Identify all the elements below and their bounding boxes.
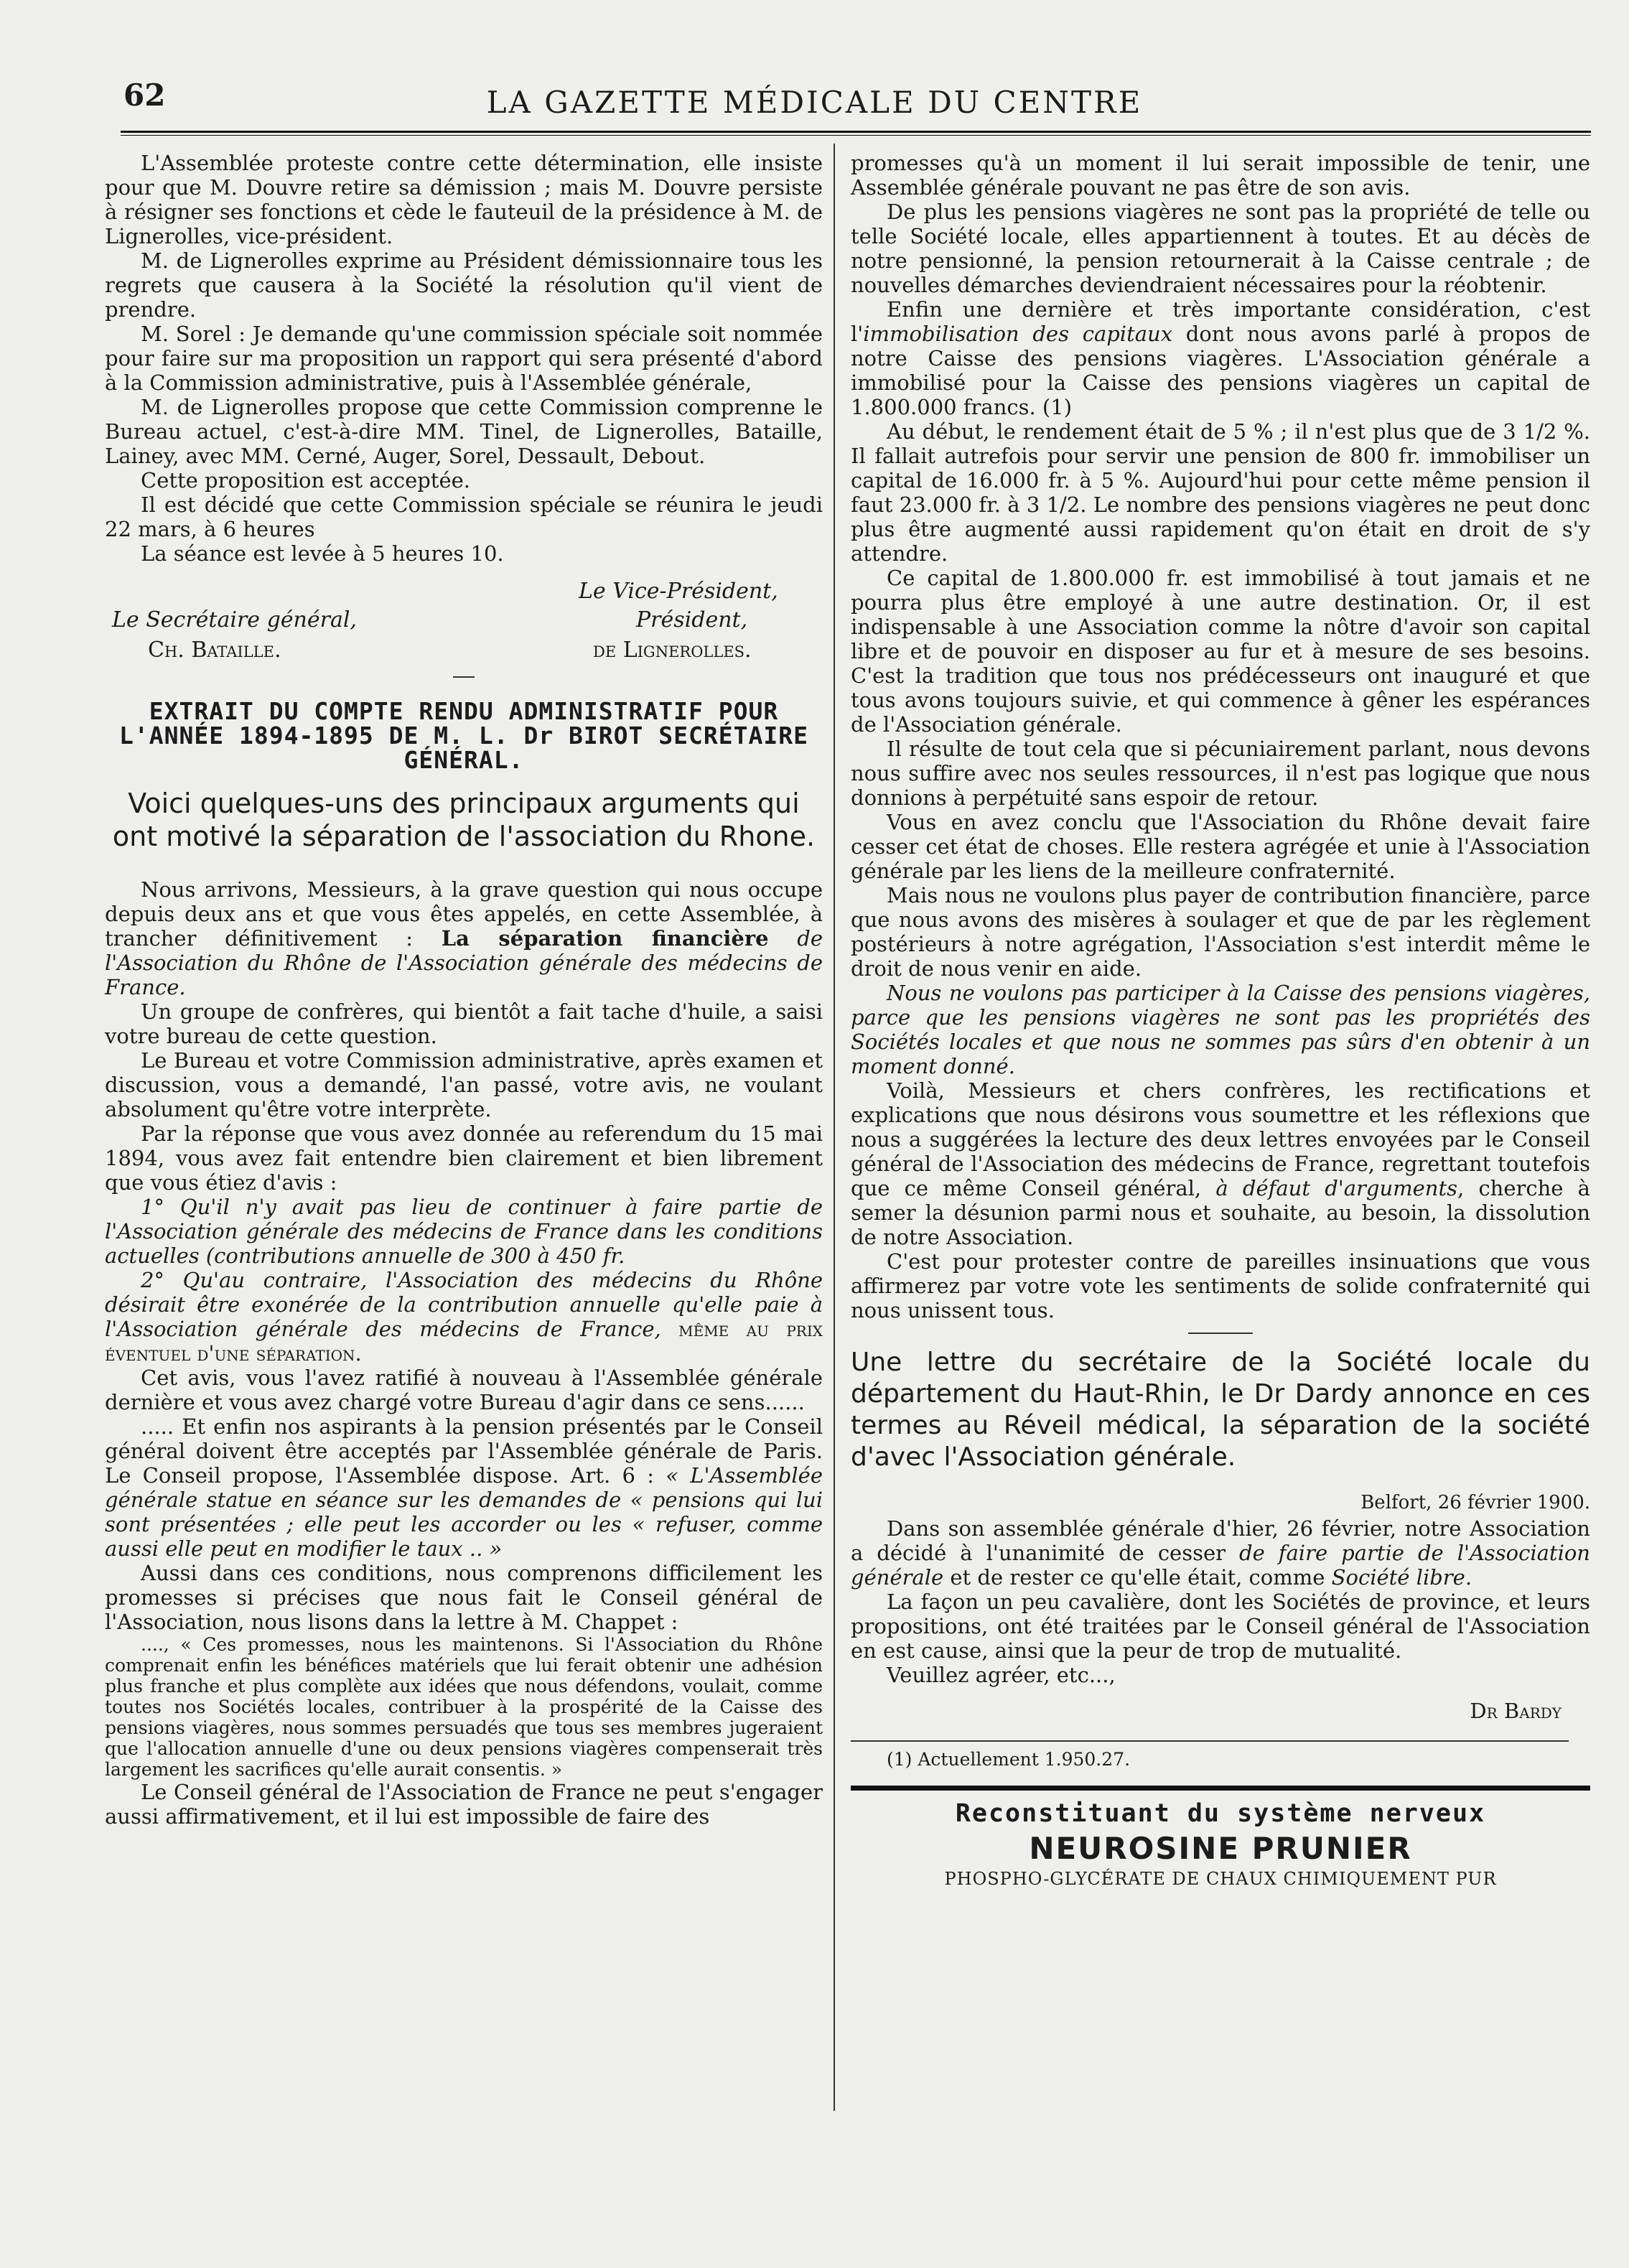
paragraph: [105, 1414, 823, 1561]
advertisement-rule: [851, 1786, 1590, 1791]
right-column: [851, 151, 1590, 1889]
paragraph: [851, 1078, 1590, 1249]
paragraph: [105, 877, 823, 999]
text-run: Nous arrivons, Messieurs, à la grave question qui nous occupe depuis deux ans et que vous êtes appelés, en cette Assemblée, à trancher définitivement :: [105, 877, 823, 951]
paragraph: Le Bureau et votre Commission administrative, après examen et discussion, vous a demandé, l'an passé, votre avis, ne voulant absolument qu'être votre interprète.: [105, 1048, 823, 1121]
paragraph: Il résulte de tout cela que si pécuniairement parlant, nous devons nous suffire avec nos seules ressources, il n'est pas logique que nous donnions à perpétuité sans espoir de retour.: [851, 737, 1590, 810]
footnote-rule: [851, 1740, 1569, 1742]
paragraph: Nous ne voulons pas participer à la Caisse des pensions viagères, parce que les pensions viagères ne sont pas les propriétés des Sociétés locales et que nous ne sommes pas sûrs d'en obtenir à un moment donné.: [851, 981, 1590, 1078]
section-divider: [1188, 1333, 1253, 1334]
paragraph: 1° Qu'il n'y avait pas lieu de continuer à faire partie de l'Association générale des médecins de France dans les conditions actuelles (contributions annuelle de 300 à 450 fr.: [105, 1195, 823, 1268]
dateline: Belfort, 26 février 1900.: [1360, 1492, 1590, 1513]
paragraph: Par la réponse que vous avez donnée au referendum du 15 mai 1894, vous avez fait entendre bien clairement et bien librement que vous étiez d'avis :: [105, 1121, 823, 1195]
paragraph: M. Sorel : Je demande qu'une commission spéciale soit nommée pour faire sur ma proposition un rapport qui sera présenté d'abord à la Commission administrative, puis à l'Assemblée générale,: [105, 322, 823, 395]
footnote: (1) Actuellement 1.950.27.: [887, 1749, 1131, 1770]
president-title: Président,: [636, 607, 748, 633]
president-name: de Lignerolles.: [593, 638, 752, 663]
extract-title: EXTRAIT DU COMPTE RENDU ADMINISTRATIF POUR L'ANNÉE 1894-1895 DE M. L. Dr BIROT SECRÉTAIRE GÉNÉRAL.: [119, 697, 808, 774]
paragraph: Un groupe de confrères, qui bientôt a fait tache d'huile, a saisi votre bureau de cette question.: [105, 999, 823, 1048]
paragraph: Cette proposition est acceptée.: [141, 468, 471, 493]
column-divider: [834, 144, 835, 2111]
text-run: Dans son assemblée générale d'hier, 26 février, notre Association a décidé à l'unanimité de cesser: [851, 1516, 1590, 1565]
paragraph: Mais nous ne voulons plus payer de contribution financière, parce que nous avons des misères à soulager et que de par les règlement postérieurs à notre agrégation, l'Association s'est interdit même le droit de nous venir en aide.: [851, 883, 1590, 981]
text-run: Enfin une dernière et très importante considération, c'est l': [851, 297, 1590, 346]
paragraph: [851, 1516, 1590, 1590]
italic-text: immobilisation des capitaux: [863, 322, 1173, 346]
paragraph: M. de Lignerolles propose que cette Commission comprenne le Bureau actuel, c'est-à-dire MM. Tinel, de Lignerolles, Bataille, Lainey, avec MM. Cerné, Auger, Sorel, Dessault, Debout.: [105, 395, 823, 468]
quote-text: « L'Assemblée générale statue en séance sur les demandes de « pensions qui lui sont présentées ; elle peut les accorder ou les « refuser, comme aussi elle peut en modifier le taux .. »: [105, 1463, 823, 1561]
text-run: dont nous avons parlé à propos de notre Caisse des pensions viagères. L'Association générale a immobilisé pour la Caisse des pensions viagères un capital de 1.800.000 francs. (1): [851, 322, 1591, 419]
extract-subtitle: Voici quelques-uns des principaux arguments qui ont motivé la séparation de l'association du Rhone.: [112, 788, 816, 852]
paragraph: De plus les pensions viagères ne sont pas la propriété de telle ou telle Société locale, elles appartiennent à toutes. Et au décès de notre pensionné, la pension retournerait à la Caisse centrale ; de nouvelles démarches deviendraient nécessaires pour la réobtenir.: [851, 200, 1590, 297]
italic-text: Société libre.: [1331, 1565, 1472, 1590]
paragraph: Aussi dans ces conditions, nous comprenons difficilement les promesses si précises que nous fait le Conseil général de l'Association, nous lisons dans la lettre à M. Chappet :: [105, 1561, 823, 1634]
paragraph: M. de Lignerolles exprime au Président démissionnaire tous les regrets que causera à la Société la résolution qu'il vient de prendre.: [105, 248, 823, 322]
paragraph: [851, 297, 1590, 419]
paragraph: L'Assemblée proteste contre cette détermination, elle insiste pour que M. Douvre retire sa démission ; mais M. Douvre persiste à résigner ses fonctions et cède le fauteuil de la présidence à M. de Lignerolles, vice-président.: [105, 151, 823, 248]
italic-text: à défaut d'arguments: [1215, 1176, 1457, 1200]
secretary-name: Ch. Bataille.: [148, 638, 281, 663]
signature-block: [105, 579, 823, 672]
text-run: ..... Et enfin nos aspirants à la pension présentés par le Conseil général doivent être acceptés par l'Assemblée générale de Paris. Le Conseil propose, l'Assemblée dispose. Art. 6 :: [105, 1414, 823, 1488]
paragraph: Il est décidé que cette Commission spéciale se réunira le jeudi 22 mars, à 6 heures: [105, 493, 823, 541]
bold-text: La séparation financière: [441, 926, 769, 951]
advertisement-product: NEUROSINE PRUNIER: [1029, 1831, 1412, 1866]
paragraph: La façon un peu cavalière, dont les Sociétés de province, et leurs propositions, ont été traitées par le Conseil général de l'Association en est cause, ainsi que la peur de trop de mutualité.: [851, 1590, 1590, 1663]
paragraph: Cet avis, vous l'avez ratifié à nouveau à l'Assemblée générale dernière et vous avez chargé votre Bureau d'agir dans ce sens......: [105, 1366, 823, 1414]
vice-president-title: Le Vice-Président,: [579, 579, 778, 604]
paragraph: C'est pour protester contre de pareilles insinuations que vous affirmerez par votre vote les sentiments de solide confraternité qui nous unissent tous.: [851, 1249, 1590, 1322]
letter-intro: Une lettre du secrétaire de la Société locale du département du Haut-Rhin, le Dr Dardy annonce en ces termes au Réveil médical, la séparation de la société d'avec l'Association générale.: [851, 1348, 1590, 1472]
text-run: et de rester ce qu'elle était, comme: [943, 1565, 1332, 1590]
paragraph: La séance est levée à 5 heures 10.: [141, 541, 504, 566]
paragraph: Le Conseil général de l'Association de France ne peut s'engager aussi affirmativement, et il lui est impossible de faire des: [105, 1780, 823, 1829]
section-divider: [453, 676, 475, 678]
advertisement-description: PHOSPHO-GLYCÉRATE DE CHAUX CHIMIQUEMENT PUR: [944, 1869, 1497, 1889]
running-title: LA GAZETTE MÉDICALE DU CENTRE: [486, 85, 1143, 120]
paragraph: Veuillez agréer, etc...,: [887, 1663, 1116, 1687]
paragraph: Vous en avez conclu que l'Association du Rhône devait faire cesser cet état de choses. Elle restera agrégée et unie à l'Association générale par les liens de la meilleure confraternité.: [851, 810, 1590, 883]
text-run: , cherche à semer la désunion parmi nous et souhaite, au besoin, la dissolution de notre Association.: [851, 1176, 1590, 1249]
letter-signature: Dr Bardy: [1470, 1699, 1562, 1723]
italic-text: de faire partie de l'Association générale: [851, 1541, 1590, 1590]
paragraph: Au début, le rendement était de 5 % ; il n'est plus que de 3 1/2 %. Il fallait autrefois pour servir une pension de 800 fr. immobiliser un capital de 16.000 fr. à 5 %. Aujourd'hui pour cette même pension il faut 23.000 fr. à 3 1/2. Le nombre des pensions viagères ne peut donc plus être augmenté aussi rapidement qu'on était en droit de s'y attendre.: [851, 419, 1590, 566]
small-caps-text: même au prix éventuel d'une séparation.: [105, 1317, 823, 1366]
italic-text: 2° Qu'au contraire, l'Association des médecins du Rhône désirait être exonérée de la contribution annuelle qu'elle paie à l'Association générale des médecins de France,: [105, 1268, 823, 1341]
paragraph: promesses qu'à un moment il lui serait impossible de tenir, une Assemblée générale pouvant ne pas être de son avis.: [851, 151, 1590, 200]
quoted-letter: ...., « Ces promesses, nous les maintenons. Si l'Association du Rhône comprenait enfin les bénéfices matériels que lui ferait obtenir une adhésion plus franche et plus complète aux idées que nous défendons, voulait, comme toutes nos Sociétés locales, contribuer à la prospérité de la Caisse des pensions viagères, nous sommes persuadés que tous ses membres jugeraient que l'allocation annuelle d'une ou deux pensions viagères compenserait très largement les sacrifices qu'elle aurait consentis. »: [105, 1634, 823, 1780]
paragraph: [105, 1268, 823, 1366]
header-rule: [121, 131, 1591, 136]
italic-text: de l'Association du Rhône de l'Association générale des médecins de France.: [105, 926, 823, 999]
secretary-title: Le Secrétaire général,: [112, 607, 357, 633]
left-column: [105, 151, 823, 1829]
advertisement-tagline: Reconstituant du système nerveux: [955, 1799, 1486, 1828]
page-number: 62: [123, 78, 166, 113]
paragraph: Ce capital de 1.800.000 fr. est immobilisé à tout jamais et ne pourra plus être employé à une autre destination. Or, il est indispensable à une Association comme la nôtre d'avoir son capital libre et de pouvoir en disposer au fur et à mesure de ses besoins. C'est la tradition que tous nos prédécesseurs ont inauguré et que tous avons toujours suivie, et qui commence à gêner les espérances de l'Association générale.: [851, 566, 1590, 737]
text-run: Voilà, Messieurs et chers confrères, les rectifications et explications que nous désirons vous soumettre et les réflexions que nous a suggérées la lecture des deux lettres envoyées par le Conseil général de l'Association des médecins de France, regrettant toutefois que ce même Conseil général,: [851, 1078, 1590, 1200]
